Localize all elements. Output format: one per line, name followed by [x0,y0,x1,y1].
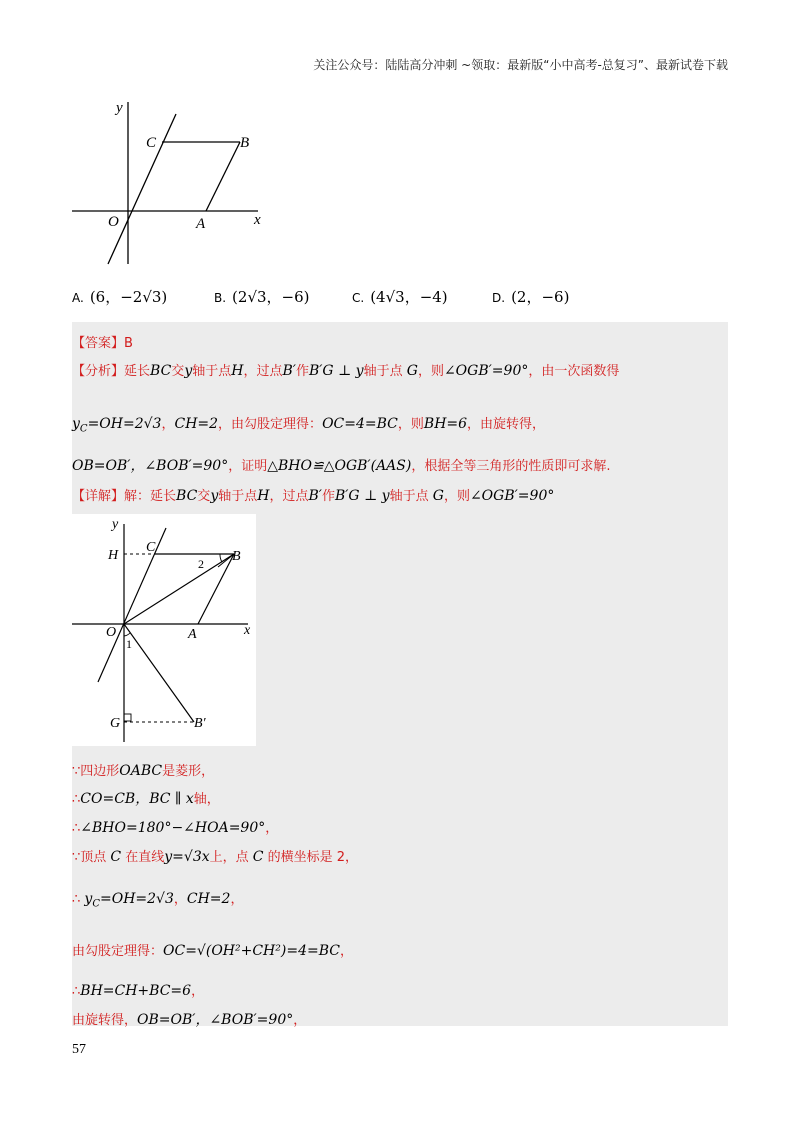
detail-line-1: 【详解】解：延长BC交y轴于点H，过点B′作B′G ⊥ y轴于点 G，则∠OGB′=90° [72,488,555,504]
label-a: A [188,627,197,642]
step-6: 由勾股定理得：OC=√(OH²+CH²)=4=BC， [72,943,353,959]
right-angle-mark [124,714,131,721]
angle-2-arc [220,554,222,562]
option-b: B. (2√3，−6) [214,288,310,306]
label-o: O [106,625,117,640]
label-y: y [112,517,119,532]
figure-rotation [72,514,256,746]
step-7: ∴BH=CH+BC=6， [72,983,205,999]
segment-ob [124,554,234,624]
label-a: A [196,216,206,232]
step-2: ∴CO=CB，BC ∥ x轴， [72,791,220,807]
step-4: ∵顶点 C 在直线y=√3x上，点 C 的横坐标是 2， [72,849,359,865]
analysis-line-1: 【分析】延长BC交y轴于点H，过点B′作B′G ⊥ y轴于点 G，则∠OGB′=90°，由一次函数得 [72,363,620,379]
label-x: x [244,623,251,638]
label-angle-1: 1 [126,637,132,651]
page-number: 57 [72,1042,86,1057]
step-3: ∴∠BHO=180°−∠HOA=90°， [72,820,279,836]
angle-1-arc [124,633,130,636]
page-header: 关注公众号：陆陆高分冲刺 ~领取：最新版“小中高考-总复习”、最新试卷下载 [313,58,728,72]
label-c: C [146,135,157,151]
label-h: H [108,548,119,563]
label-x: x [254,212,261,228]
option-d: D. (2，−6) [492,288,570,306]
side-ba [206,142,240,211]
label-b: B [240,135,250,151]
label-g: G [110,716,121,731]
step-8: 由旋转得，OB=OB′，∠BOB′=90°， [72,1012,307,1028]
step-1: ∵四边形OABC是菱形， [72,763,215,779]
analysis-line-2: $y_C=OH=2√3$，CH=2，由勾股定理得：OC=4=BC，则BH=6，由旋转得， [72,416,546,435]
option-c: C. (4√3，−4) [352,288,448,306]
label-angle-2: 2 [198,557,204,571]
figure-rotation-svg [72,514,256,746]
figure-rhombus [66,96,276,271]
label-y: y [116,100,123,116]
label-c: C [146,540,156,555]
step-5: ∴ $y_C=OH=2√3$，CH=2， [72,891,244,910]
segment-ob-prime [124,624,194,722]
answer-line: 【答案】B [72,336,133,351]
label-o: O [108,214,119,230]
label-b-prime: B′ [194,716,206,731]
analysis-line-3: OB=OB′，∠BOB′=90°，证明△BHO≌△OGB′(AAS)，根据全等三角形的性质即可求解. [72,458,611,474]
option-a: A. (6，−2√3) [72,288,168,306]
line-y-sqrt3x [108,114,176,264]
label-b: B [232,549,241,564]
